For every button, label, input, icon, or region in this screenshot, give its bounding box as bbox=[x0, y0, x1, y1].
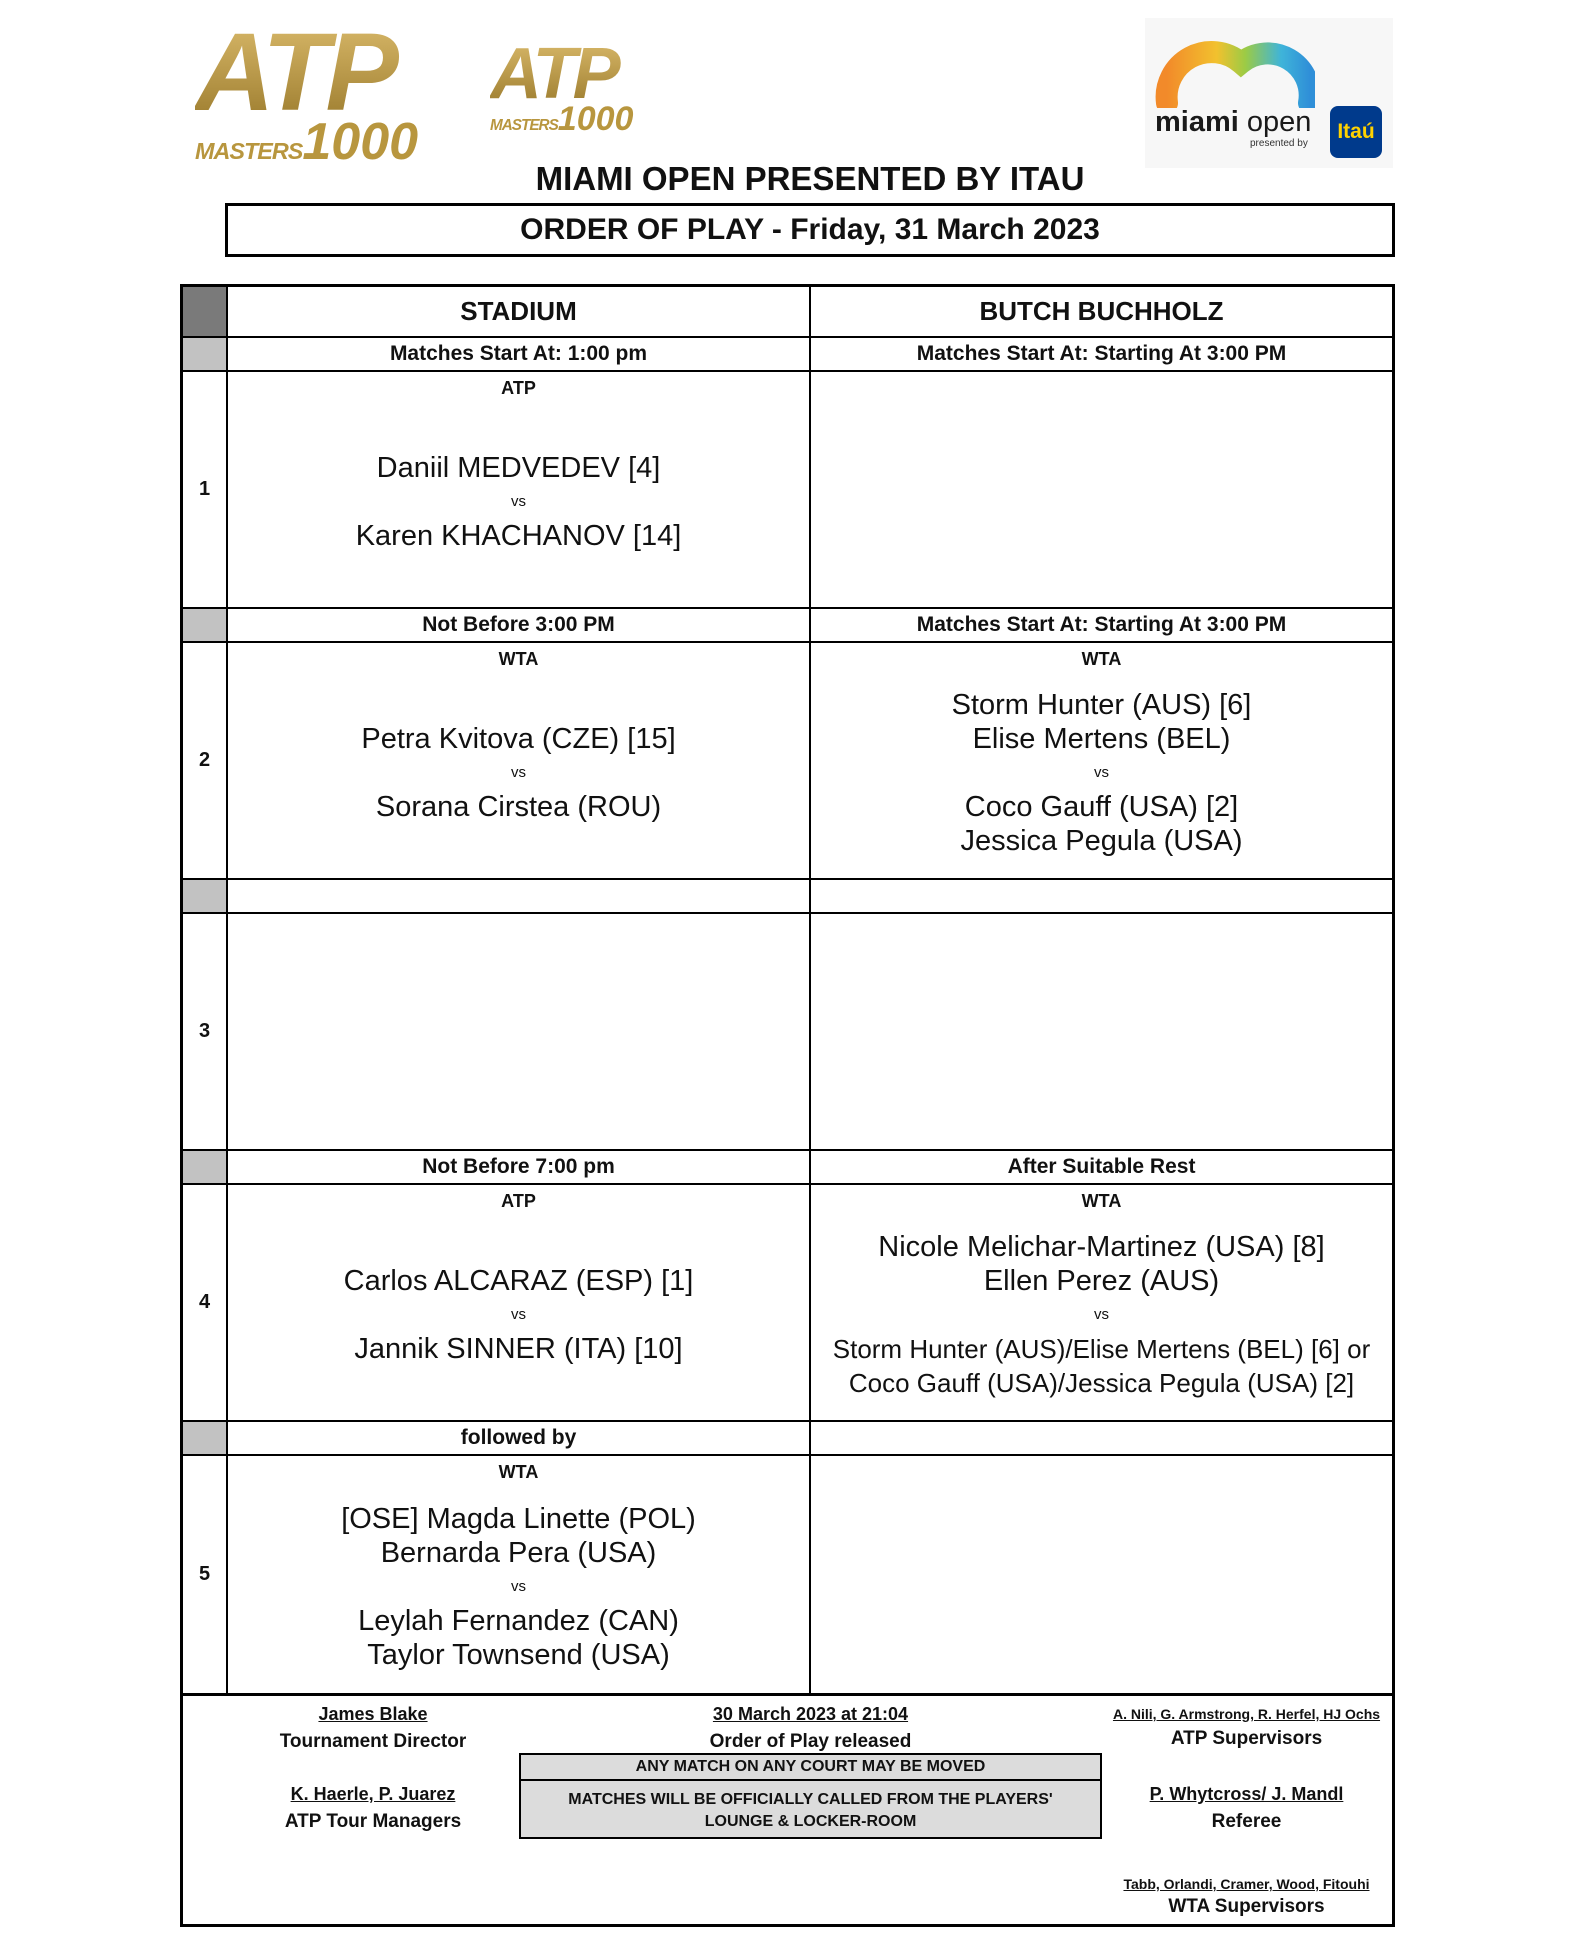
match-butch-3-empty bbox=[811, 914, 1392, 1149]
tour-label: WTA bbox=[498, 649, 539, 669]
player: Petra Kvitova (CZE) [15] bbox=[361, 722, 676, 755]
row-number-1: 1 bbox=[183, 372, 228, 607]
start-row-2 bbox=[183, 607, 1392, 641]
atp-supervisors: A. Nili, G. Armstrong, R. Herfel, HJ Ochs ATP Supervisors bbox=[1112, 1706, 1381, 1749]
match-row-5 bbox=[183, 1454, 1392, 1693]
match-butch-1-empty bbox=[811, 372, 1392, 607]
player: Coco Gauff (USA) [2] bbox=[964, 790, 1239, 823]
referee: P. Whytcross/ J. Mandl Referee bbox=[1149, 1784, 1344, 1832]
player: Storm Hunter (AUS)/Elise Mertens (BEL) [6] or bbox=[832, 1333, 1371, 1364]
vs-label: vs bbox=[1094, 1305, 1109, 1323]
match-notice-box bbox=[519, 1753, 1102, 1839]
tour-label: WTA bbox=[1081, 649, 1122, 669]
atp-logo-masters-small: MASTERS bbox=[490, 117, 558, 134]
match-stadium-3-empty bbox=[228, 914, 811, 1149]
match-row-2 bbox=[183, 641, 1392, 878]
court-butch-buchholz-header: BUTCH BUCHHOLZ bbox=[979, 296, 1224, 326]
start-row-5 bbox=[183, 1420, 1392, 1454]
start-time-stadium-5: followed by bbox=[228, 1422, 811, 1454]
atp-logo-1000-small: 1000 bbox=[557, 100, 634, 138]
match-stadium-5 bbox=[228, 1456, 811, 1693]
match-row-1 bbox=[183, 370, 1392, 607]
schedule-table bbox=[180, 284, 1395, 1927]
player: Elise Mertens (BEL) bbox=[972, 722, 1231, 755]
officials-footer bbox=[183, 1693, 1392, 1924]
notice-moved: ANY MATCH ON ANY COURT MAY BE MOVED bbox=[521, 1755, 1100, 1781]
miami-open-logo bbox=[1145, 18, 1393, 168]
atp-masters-1000-logo bbox=[195, 11, 445, 171]
vs-label: vs bbox=[511, 763, 526, 781]
match-stadium-1 bbox=[228, 372, 811, 607]
player: Coco Gauff (USA)/Jessica Pegula (USA) [2] bbox=[848, 1367, 1355, 1398]
start-time-butch-4: After Suitable Rest bbox=[1007, 1155, 1196, 1178]
match-row-4 bbox=[183, 1183, 1392, 1420]
notice-called: MATCHES WILL BE OFFICIALLY CALLED FROM THE PLAYERS' LOUNGE & LOCKER-ROOM bbox=[568, 1791, 1053, 1830]
match-stadium-4 bbox=[228, 1185, 811, 1420]
start-time-stadium-2: Not Before 3:00 PM bbox=[228, 609, 811, 641]
player: Jannik SINNER (ITA) [10] bbox=[354, 1332, 683, 1365]
court-header-row bbox=[183, 287, 1392, 336]
start-time-stadium-1: Matches Start At: 1:00 pm bbox=[228, 338, 811, 370]
itau-logo: Itaú bbox=[1330, 106, 1382, 158]
presented-by-text: presented by bbox=[1250, 138, 1308, 149]
vs-label: vs bbox=[511, 492, 526, 510]
miami-open-wordmark: miami open bbox=[1155, 106, 1312, 138]
start-row-3 bbox=[183, 878, 1392, 912]
player: Jessica Pegula (USA) bbox=[960, 824, 1243, 857]
start-time-butch-1: Matches Start At: Starting At 3:00 PM bbox=[916, 342, 1287, 365]
match-butch-5-empty bbox=[811, 1456, 1392, 1693]
row-number-3: 3 bbox=[183, 914, 228, 1149]
player: Leylah Fernandez (CAN) bbox=[358, 1604, 679, 1637]
start-time-butch-3 bbox=[811, 880, 1392, 912]
match-butch-2 bbox=[811, 643, 1392, 878]
atp-logo-masters: MASTERS bbox=[195, 138, 303, 164]
start-row-1 bbox=[183, 336, 1392, 370]
player: Daniil MEDVEDEV [4] bbox=[376, 451, 661, 484]
player: Carlos ALCARAZ (ESP) [1] bbox=[343, 1264, 694, 1297]
miami-open-arc-icon bbox=[1155, 33, 1315, 108]
match-row-3 bbox=[183, 912, 1392, 1149]
atp-tour-managers: K. Haerle, P. Juarez ATP Tour Managers bbox=[284, 1784, 462, 1832]
vs-label: vs bbox=[1094, 763, 1109, 781]
player: Karen KHACHANOV [14] bbox=[355, 519, 682, 552]
player: Storm Hunter (AUS) [6] bbox=[951, 688, 1252, 721]
start-time-stadium-3 bbox=[228, 880, 811, 912]
row-number-2: 2 bbox=[183, 643, 228, 878]
start-time-butch-2: Matches Start At: Starting At 3:00 PM bbox=[916, 613, 1287, 636]
atp-logo-word: ATP bbox=[195, 18, 445, 128]
match-butch-4 bbox=[811, 1185, 1392, 1420]
wta-supervisors: Tabb, Orlandi, Cramer, Wood, Fitouhi WTA Supervisors bbox=[1123, 1876, 1370, 1917]
atp-masters-1000-logo-small bbox=[490, 34, 660, 138]
header-corner bbox=[183, 287, 228, 336]
tournament-director: James Blake Tournament Director bbox=[279, 1704, 467, 1752]
row-number-5: 5 bbox=[183, 1456, 228, 1693]
court-stadium-header: STADIUM bbox=[228, 287, 811, 336]
tour-label: WTA bbox=[1081, 1191, 1122, 1211]
atp-logo-word-small: ATP bbox=[490, 38, 660, 110]
order-of-play-title: ORDER OF PLAY - Friday, 31 March 2023 bbox=[225, 203, 1395, 257]
tour-label: WTA bbox=[498, 1462, 539, 1482]
tour-label: ATP bbox=[501, 1191, 536, 1211]
player: Taylor Townsend (USA) bbox=[367, 1638, 670, 1671]
row-number-4: 4 bbox=[183, 1185, 228, 1420]
vs-label: vs bbox=[511, 1577, 526, 1595]
player: Ellen Perez (AUS) bbox=[983, 1264, 1220, 1297]
start-time-stadium-4: Not Before 7:00 pm bbox=[228, 1151, 811, 1183]
player: [OSE] Magda Linette (POL) bbox=[341, 1502, 696, 1535]
start-time-butch-5 bbox=[811, 1422, 1392, 1454]
player: Sorana Cirstea (ROU) bbox=[375, 790, 662, 823]
vs-label: vs bbox=[511, 1305, 526, 1323]
player: Nicole Melichar-Martinez (USA) [8] bbox=[878, 1230, 1325, 1263]
player: Bernarda Pera (USA) bbox=[380, 1536, 657, 1569]
event-title: MIAMI OPEN PRESENTED BY ITAU bbox=[535, 160, 1085, 197]
atp-logo-1000: 1000 bbox=[302, 113, 419, 171]
start-row-4 bbox=[183, 1149, 1392, 1183]
tour-label: ATP bbox=[501, 378, 536, 398]
release-info: 30 March 2023 at 21:04 Order of Play released bbox=[709, 1704, 912, 1752]
match-stadium-2 bbox=[228, 643, 811, 878]
